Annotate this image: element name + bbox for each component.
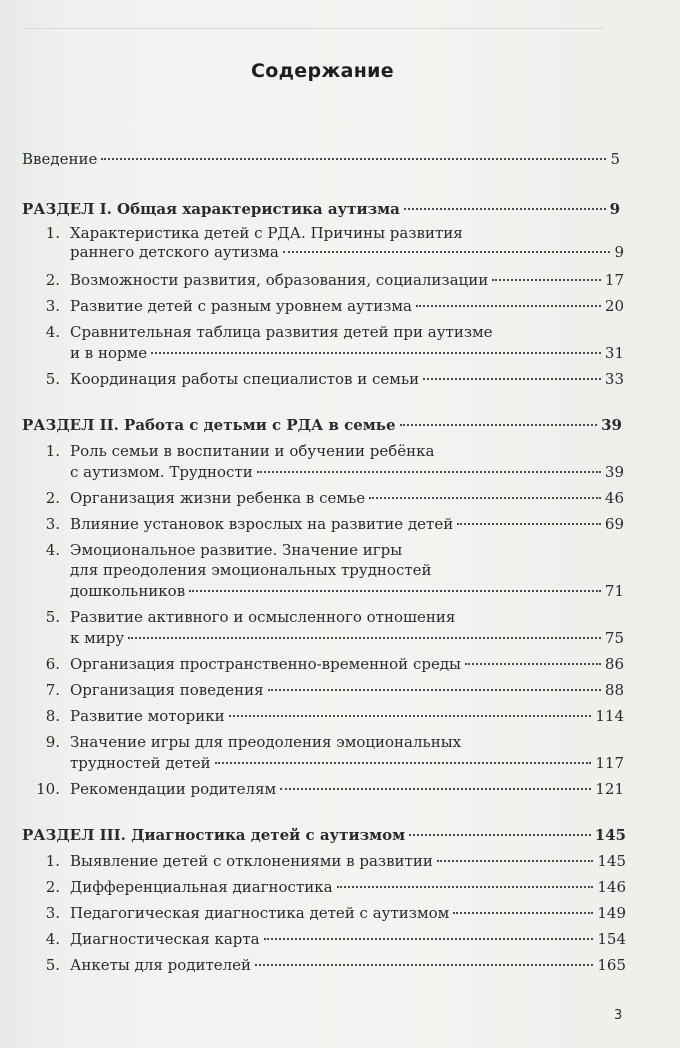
toc-page-number: 86 xyxy=(604,655,624,673)
toc-page-number: 117 xyxy=(595,754,624,772)
toc-leader-dots xyxy=(264,938,594,940)
toc-entry-number: 4. xyxy=(45,323,60,341)
toc-page-number: 88 xyxy=(604,681,624,699)
toc-page-number: 46 xyxy=(604,489,624,507)
toc-entry-text: Значение игры для преодоления эмоциональных xyxy=(70,733,462,751)
toc-intro[interactable] xyxy=(22,148,620,170)
toc-entry-label: Организация жизни ребенка в семье xyxy=(70,489,366,507)
toc-leader-dots xyxy=(465,663,601,665)
toc-page-number: 9 xyxy=(614,243,624,261)
toc-entry-text: для преодоления эмоциональных трудностей xyxy=(70,561,432,579)
toc-page-number: 39 xyxy=(601,416,622,434)
toc-entry[interactable] xyxy=(22,954,626,976)
toc-page-number: 154 xyxy=(597,930,626,948)
toc-leader-dots xyxy=(423,378,601,380)
toc-entry[interactable] xyxy=(22,627,624,649)
toc-entry[interactable] xyxy=(22,269,624,291)
toc-entry[interactable] xyxy=(22,850,626,872)
toc-entry-label: Дифференциальная диагностика xyxy=(70,878,333,896)
toc-entry-label: Влияние установок взрослых на развитие детей xyxy=(70,515,454,533)
toc-entry[interactable] xyxy=(22,295,624,317)
section-heading-label: РАЗДЕЛ II. Работа с детьми с РДА в семье xyxy=(22,416,396,434)
toc-page-number: 146 xyxy=(597,878,626,896)
toc-entry[interactable] xyxy=(22,513,624,535)
page-title: Содержание xyxy=(251,60,394,82)
toc-entry-text: Характеристика детей с РДА. Причины развития xyxy=(70,224,463,242)
toc-leader-dots xyxy=(369,497,601,499)
toc-entry-label: Диагностическая карта xyxy=(70,930,260,948)
toc-entry[interactable] xyxy=(22,580,624,602)
toc-entry-label: Рекомендации родителям xyxy=(70,780,277,798)
toc-leader-dots xyxy=(268,689,601,691)
toc-entry-number: 5. xyxy=(45,370,60,388)
toc-leader-dots xyxy=(416,305,601,307)
toc-entry-number: 6. xyxy=(45,655,60,673)
toc-page-number: 114 xyxy=(595,707,624,725)
toc-entry-text: Роль семьи в воспитании и обучении ребёнка xyxy=(70,442,435,460)
toc-leader-dots xyxy=(101,158,606,160)
toc-page-number: 121 xyxy=(595,780,624,798)
toc-leader-dots xyxy=(409,834,590,836)
toc-entry[interactable] xyxy=(22,928,626,950)
toc-entry-second-line xyxy=(22,559,432,581)
toc-entry-label: Развитие моторики xyxy=(70,707,225,725)
toc-page-number: 69 xyxy=(604,515,624,533)
toc-entry-number: 3. xyxy=(45,904,60,922)
toc-entry[interactable] xyxy=(22,679,624,701)
toc-leader-dots xyxy=(437,860,594,862)
toc-page-number: 145 xyxy=(594,826,626,844)
toc-leader-dots xyxy=(255,964,593,966)
toc-entry-text: Развитие активного и осмысленного отношения xyxy=(70,608,456,626)
toc-entry[interactable] xyxy=(22,705,624,727)
toc-entry-label: Организация поведения xyxy=(70,681,264,699)
toc-entry-label: с аутизмом. Трудности xyxy=(70,463,253,481)
toc-page-number: 9 xyxy=(609,200,620,218)
toc-entry-label: Введение xyxy=(22,150,98,168)
toc-entry-number: 1. xyxy=(45,852,60,870)
toc-page-number: 71 xyxy=(604,582,624,600)
toc-entry-label: дошкольников xyxy=(70,582,186,600)
toc-entry[interactable] xyxy=(22,241,624,263)
toc-entry-number: 3. xyxy=(45,297,60,315)
toc-entry-number: 2. xyxy=(45,489,60,507)
toc-entry-first-line xyxy=(22,440,434,462)
toc-section-heading[interactable] xyxy=(22,414,622,436)
toc-leader-dots xyxy=(215,762,592,764)
toc-entry-number: 7. xyxy=(45,681,60,699)
toc-page-number: 31 xyxy=(604,344,624,362)
toc-entry[interactable] xyxy=(22,461,624,483)
toc-entry-number: 4. xyxy=(45,930,60,948)
toc-leader-dots xyxy=(453,912,593,914)
toc-entry-label: Организация пространственно-временной среды xyxy=(70,655,461,673)
section-heading-label: РАЗДЕЛ III. Диагностика детей с аутизмом xyxy=(22,826,406,844)
toc-entry[interactable] xyxy=(22,653,624,675)
toc-page-number: 149 xyxy=(597,904,626,922)
toc-entry-number: 2. xyxy=(45,878,60,896)
toc-entry-number: 1. xyxy=(45,442,60,460)
page-number: 3 xyxy=(614,1008,623,1023)
toc-entry-label: к миру xyxy=(70,629,125,647)
toc-entry-first-line xyxy=(22,321,493,343)
toc-entry-label: Координация работы специалистов и семьи xyxy=(70,370,420,388)
toc-page-number: 75 xyxy=(604,629,624,647)
toc-entry[interactable] xyxy=(22,876,626,898)
toc-entry-label: Развитие детей с разным уровнем аутизма xyxy=(70,297,412,315)
toc-entry[interactable] xyxy=(22,778,624,800)
toc-entry-label: Педагогическая диагностика детей с аутизмом xyxy=(70,904,450,922)
toc-entry-first-line xyxy=(22,539,402,561)
toc-leader-dots xyxy=(400,424,598,426)
toc-leader-dots xyxy=(457,523,601,525)
toc-entry[interactable] xyxy=(22,902,626,924)
toc-leader-dots xyxy=(151,352,601,354)
toc-entry-number: 8. xyxy=(45,707,60,725)
toc-leader-dots xyxy=(337,886,594,888)
toc-entry[interactable] xyxy=(22,752,624,774)
toc-page-number: 145 xyxy=(597,852,626,870)
toc-leader-dots xyxy=(229,715,592,717)
toc-entry-number: 9. xyxy=(45,733,60,751)
toc-leader-dots xyxy=(283,251,611,253)
toc-leader-dots xyxy=(492,279,601,281)
toc-entry-label: и в норме xyxy=(70,344,148,362)
toc-entry-label: раннего детского аутизма xyxy=(70,243,279,261)
toc-leader-dots xyxy=(280,788,591,790)
toc-page-number: 17 xyxy=(604,271,624,289)
toc-page-number: 165 xyxy=(597,956,626,974)
toc-entry-text: Эмоциональное развитие. Значение игры xyxy=(70,541,403,559)
toc-entry-number: 2. xyxy=(45,271,60,289)
toc-page-number: 33 xyxy=(604,370,624,388)
toc-entry[interactable] xyxy=(22,342,624,364)
toc-entry-number: 5. xyxy=(45,956,60,974)
toc-leader-dots xyxy=(257,471,601,473)
section-heading-label: РАЗДЕЛ I. Общая характеристика аутизма xyxy=(22,200,400,218)
toc-entry-number: 4. xyxy=(45,541,60,559)
toc-entry-text: Сравнительная таблица развития детей при аутизме xyxy=(70,323,493,341)
toc-entry-first-line xyxy=(22,606,455,628)
toc-entry-first-line xyxy=(22,731,461,753)
toc-page-number: 39 xyxy=(604,463,624,481)
toc-leader-dots xyxy=(189,590,601,592)
toc-entry-number: 1. xyxy=(45,224,60,242)
toc-section-heading[interactable] xyxy=(22,824,626,846)
toc-leader-dots xyxy=(404,208,606,210)
toc-entry-label: трудностей детей xyxy=(70,754,211,772)
toc-entry-number: 10. xyxy=(36,780,60,798)
toc-entry[interactable] xyxy=(22,487,624,509)
toc-page-number: 5 xyxy=(610,150,620,168)
toc-entry-number: 3. xyxy=(45,515,60,533)
toc-entry[interactable] xyxy=(22,368,624,390)
toc-section-heading[interactable] xyxy=(22,198,620,220)
toc-page-number: 20 xyxy=(604,297,624,315)
toc-entry-label: Возможности развития, образования, социализации xyxy=(70,271,489,289)
toc-entry-number: 5. xyxy=(45,608,60,626)
toc-entry-label: Анкеты для родителей xyxy=(70,956,252,974)
toc-leader-dots xyxy=(128,637,601,639)
toc-entry-label: Выявление детей с отклонениями в развитии xyxy=(70,852,433,870)
